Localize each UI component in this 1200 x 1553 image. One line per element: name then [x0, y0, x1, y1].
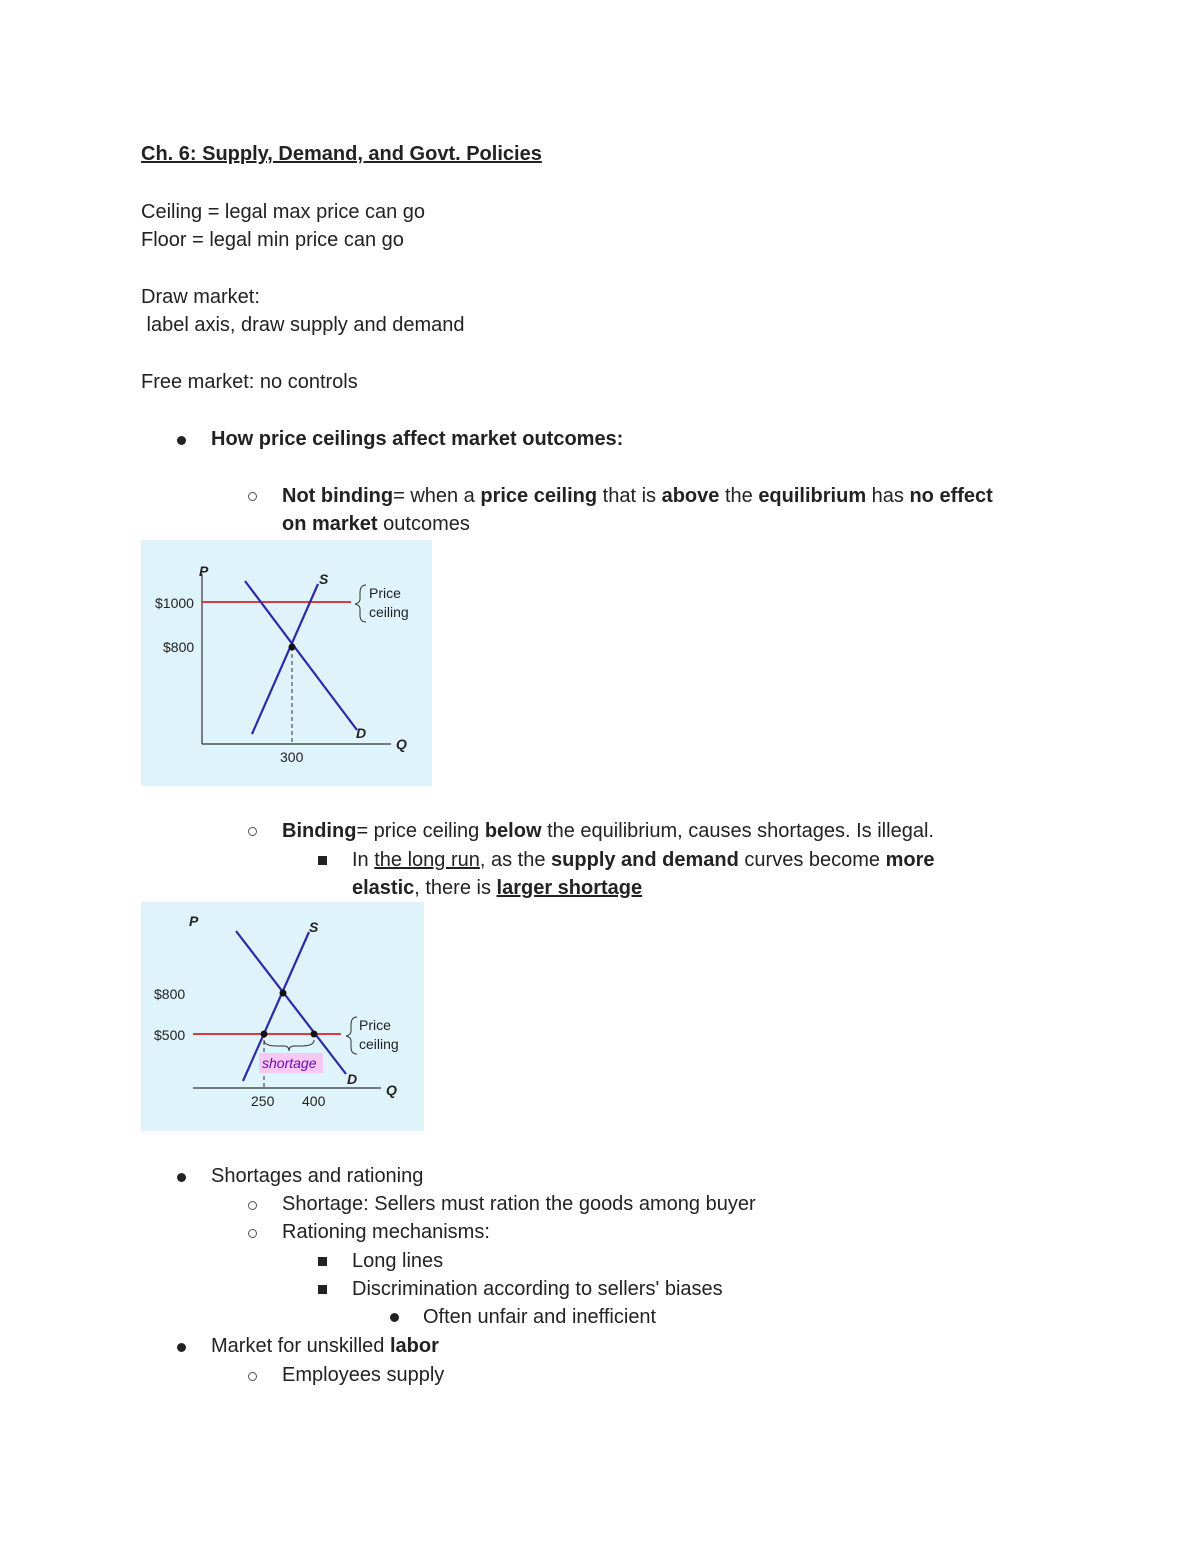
price-axis-label: P — [189, 913, 199, 929]
bullet-square — [318, 1257, 327, 1266]
bullet-dot — [177, 1343, 186, 1352]
page-title: Ch. 6: Supply, Demand, and Govt. Policies — [141, 143, 542, 165]
employees-supply: Employees supply — [282, 1364, 445, 1386]
draw-market-heading: Draw market: — [141, 286, 260, 308]
supply-curve — [252, 584, 318, 734]
not-binding-line2: on market outcomes — [282, 513, 470, 535]
mechanism-item: Discrimination according to sellers' biases — [352, 1278, 723, 1300]
ceiling-definition: Ceiling = legal max price can go — [141, 201, 426, 223]
equilibrium-point — [289, 644, 296, 651]
mechanism-item: Long lines — [352, 1250, 444, 1272]
demand-curve — [236, 931, 346, 1074]
bullet-ring — [248, 492, 257, 501]
section-heading-price-ceilings: How price ceilings affect market outcomes: — [211, 428, 624, 450]
bullet-ring — [248, 827, 257, 836]
long-run-line2: elastic, there is larger shortage — [352, 877, 643, 899]
shortage-label: shortage — [262, 1055, 317, 1071]
bullet-ring — [248, 1201, 257, 1210]
ceiling-label-line1: Price — [359, 1017, 391, 1033]
bullet-ring — [248, 1372, 257, 1381]
price-tick: $500 — [154, 1027, 186, 1043]
quantity-axis-label: Q — [396, 736, 407, 752]
supply-label: S — [309, 919, 319, 935]
bullet-dot — [177, 436, 186, 445]
price-tick: $800 — [154, 986, 186, 1002]
free-market-note: Free market: no controls — [141, 371, 358, 393]
quantity-supplied-point — [261, 1031, 268, 1038]
price-axis-label: P — [199, 563, 209, 579]
demand-label: D — [356, 725, 367, 741]
price-ceiling-not-binding-graph — [141, 540, 432, 786]
demand-curve — [245, 581, 357, 730]
bullet-dot — [390, 1313, 399, 1322]
binding-line: Binding= price ceiling below the equilibrium, causes shortages. Is illegal. — [282, 820, 934, 842]
quantity-axis-label: Q — [386, 1082, 397, 1098]
quantity-demanded-point — [311, 1031, 318, 1038]
rationing-heading: Rationing mechanisms: — [282, 1221, 490, 1243]
price-ceiling-binding-graph — [141, 902, 424, 1131]
bullet-square — [318, 1285, 327, 1294]
quantity-tick: 300 — [280, 749, 304, 765]
ceiling-label-line2: ceiling — [369, 604, 409, 620]
shortages-heading: Shortages and rationing — [211, 1165, 424, 1187]
supply-label: S — [319, 571, 329, 587]
shortage-brace — [264, 1040, 314, 1051]
bullet-square — [318, 856, 327, 865]
price-tick: $800 — [163, 639, 195, 655]
bullet-dot — [177, 1173, 186, 1182]
shortage-definition: Shortage: Sellers must ration the goods among buyer — [282, 1193, 756, 1215]
ceiling-brace — [355, 585, 366, 622]
demand-label: D — [347, 1071, 358, 1087]
quantity-tick: 400 — [302, 1093, 326, 1109]
ceiling-label-line2: ceiling — [359, 1036, 399, 1052]
quantity-tick: 250 — [251, 1093, 275, 1109]
not-binding-line1: Not binding= when a price ceiling that is above the equilibrium has no effect — [282, 485, 993, 507]
ceiling-label-line1: Price — [369, 585, 401, 601]
draw-market-steps: label axis, draw supply and demand — [141, 314, 465, 336]
mechanism-note: Often unfair and inefficient — [423, 1306, 657, 1328]
price-tick: $1000 — [155, 595, 194, 611]
equilibrium-point — [280, 990, 287, 997]
labor-market-heading: Market for unskilled labor — [211, 1335, 439, 1357]
bullet-ring — [248, 1229, 257, 1238]
floor-definition: Floor = legal min price can go — [141, 229, 404, 251]
long-run-line1: In the long run, as the supply and demand curves become more — [352, 849, 935, 871]
ceiling-brace — [346, 1017, 357, 1054]
